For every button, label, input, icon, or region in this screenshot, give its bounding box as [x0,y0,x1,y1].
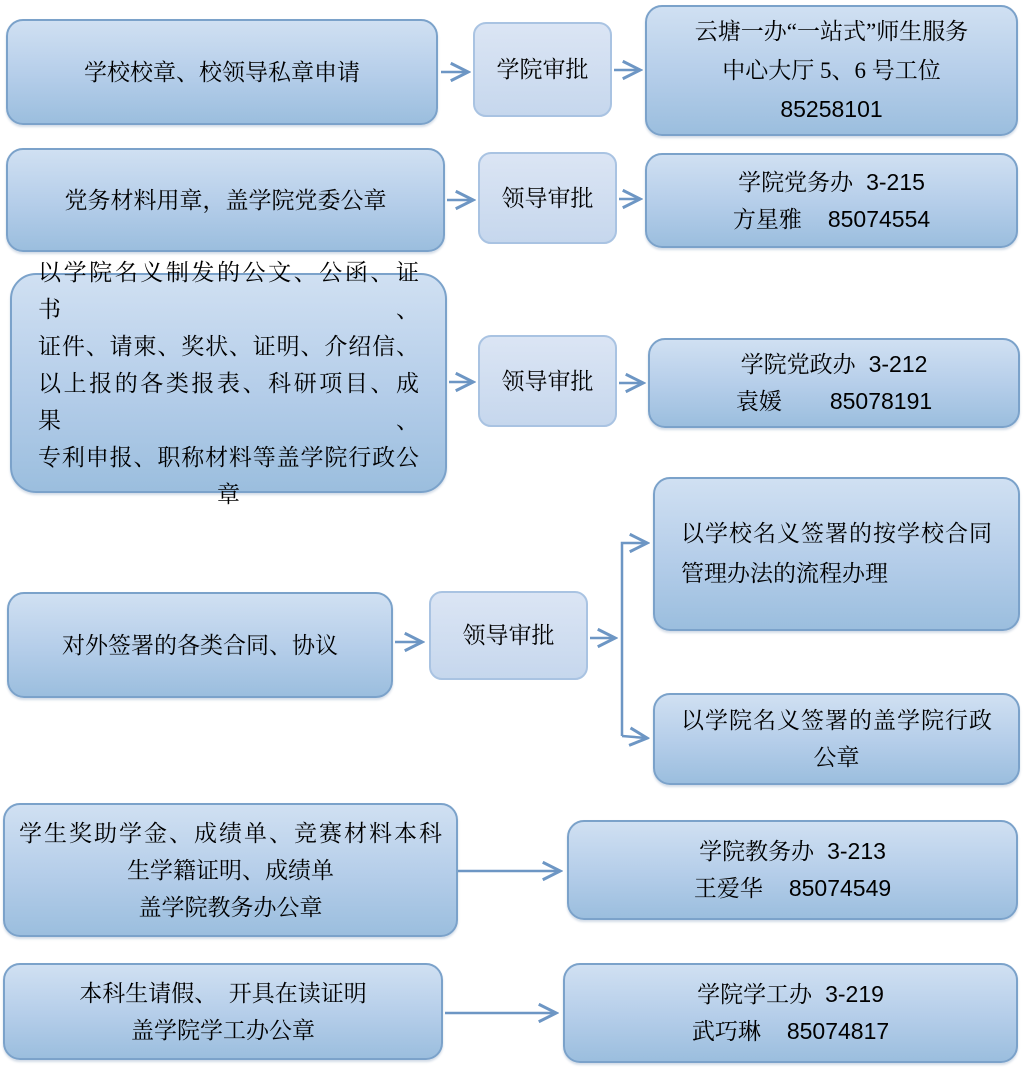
contact-line [647,201,1016,238]
box-text-line: 盖学院教务办公章 [138,894,323,920]
box-text-line: 对外签署的各类合同、协议 [62,632,338,658]
office-line [650,346,1018,383]
row5-destination-box-academic-office [567,820,1018,920]
room-number: 3-219 [825,981,884,1007]
room-number: 3-213 [827,838,886,864]
box-text-line: 证件、请柬、奖状、证明、介绍信、 [38,333,419,359]
box-text-line: 以学院名义签署的盖学院行政 [681,708,992,733]
approval-label: 学院审批 [496,57,589,82]
row5-source-box-student-scholarship-transcripts [3,803,458,937]
room-number: 3-212 [868,351,928,377]
row2-approval-box-leader [478,152,617,244]
office-name: 学院党务办 [738,169,854,195]
row4-branch-box-college-admin-seal [653,693,1020,785]
room-number: 3-215 [866,168,925,195]
phone-number: 85074554 [827,205,931,232]
box-text-line: 党务材料用章，盖学院党委公章 [64,187,387,213]
row4-source-box-external-contracts [7,592,393,698]
box-text-line: 本科生请假、 开具在读证明 [79,980,367,1006]
branch-connector-lower [622,736,646,738]
office-name: 学院党政办 [740,352,856,377]
box-text-line: 学校校章、校领导私章申请 [84,59,360,85]
phone-number: 85078191 [829,388,933,414]
row2-destination-box-party-office [645,153,1018,248]
row1-source-box-school-seal-request [6,19,438,125]
person-name: 袁媛 [735,389,782,414]
box-text-line: 公章 [813,745,860,770]
office-line [569,833,1016,870]
box-text-line: 学生奖助学金、成绩单、竞赛材料本科 [19,820,442,846]
office-line [565,976,1016,1013]
row6-source-box-undergraduate-leave-certificate [3,963,443,1060]
box-text-line: 以学院名义制发的公文、公函、证书、 [38,259,419,322]
person-name: 王爱华 [693,876,763,901]
row1-destination-box-service-center [645,5,1018,136]
contact-line [565,1013,1016,1050]
approval-label: 领导审批 [462,623,555,648]
office-name: 学院学工办 [697,982,813,1007]
person-name: 武巧琳 [691,1019,761,1044]
box-text-line: 专利申报、职称材料等盖学院行政公 [38,444,419,470]
phone-number: 85074817 [786,1018,890,1044]
contact-line [650,383,1018,420]
box-text-line: 章 [217,481,240,507]
phone-number: 85258101 [780,96,883,122]
office-line [647,164,1016,201]
box-text-line: 生学籍证明、成绩单 [127,857,334,883]
box-text-line: 管理办法的流程办理 [681,561,888,586]
row3-source-box-college-documents [10,259,447,507]
row3-approval-box-leader [478,335,617,427]
row1-approval-box-college [473,22,612,117]
box-text-line: 云塘一办“一站式”师生服务 [694,19,969,44]
person-name: 方星雅 [732,206,802,232]
office-name: 学院教务办 [699,839,815,864]
branch-connector-upper [622,543,646,736]
approval-label: 领导审批 [501,185,594,211]
box-text-line: 盖学院学工办公章 [131,1017,315,1043]
row6-destination-box-student-affairs-office [563,963,1018,1063]
contact-line [569,870,1016,907]
box-text-line: 以学校名义签署的按学校合同 [681,521,992,546]
box-text-line: 以上报的各类报表、科研项目、成果、 [38,370,419,433]
row4-branch-box-school-contract-procedure [653,477,1020,631]
box-text-line: 中心大厅 5、6 号工位 [722,58,941,83]
approval-label: 领导审批 [501,368,594,394]
row4-approval-box-leader [429,591,588,680]
row2-source-box-party-materials [6,148,445,252]
phone-number: 85074549 [788,875,892,901]
row3-destination-box-party-admin-office [648,338,1020,428]
